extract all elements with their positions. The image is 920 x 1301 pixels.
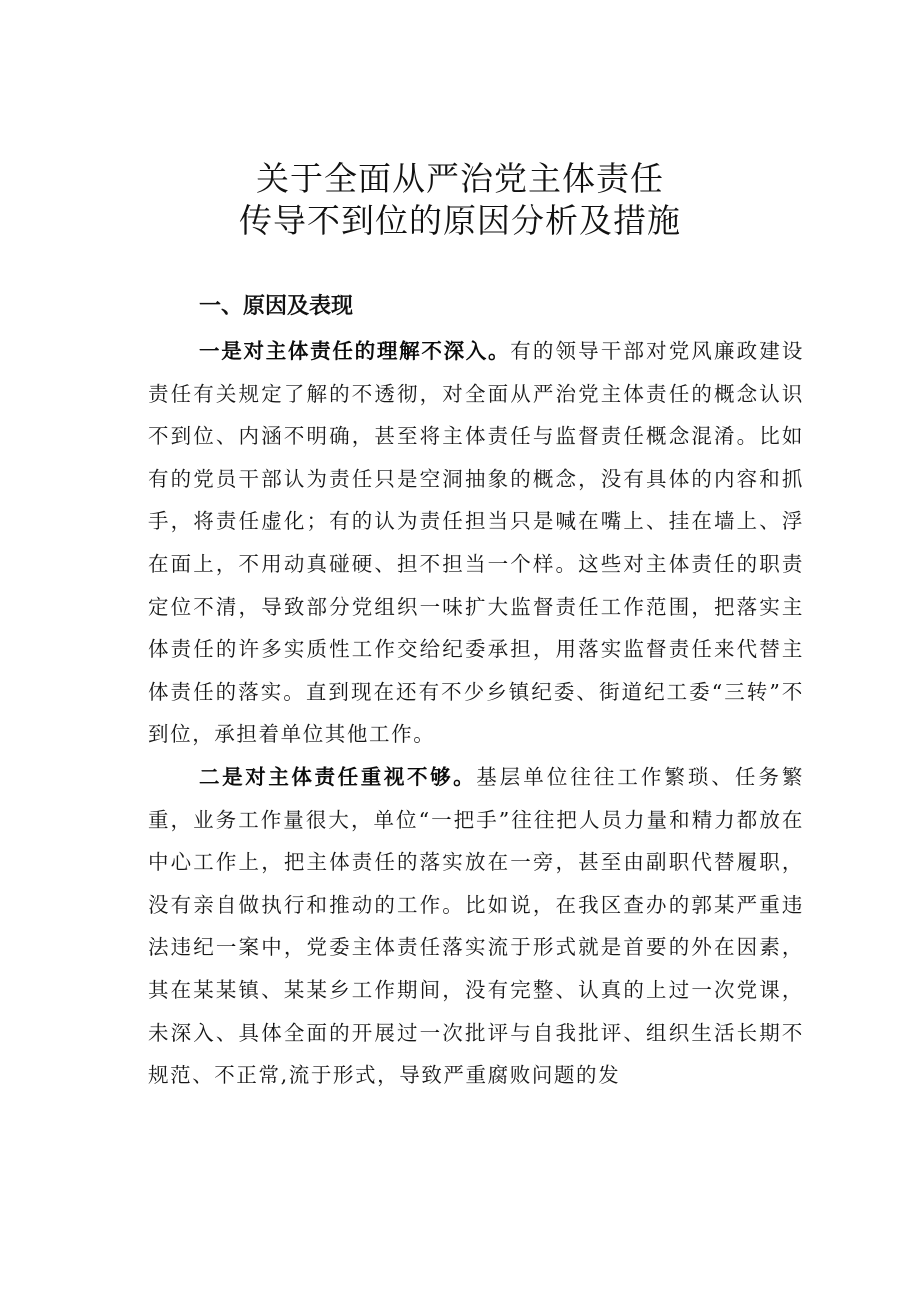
paragraph-2-lead: 二是对主体责任重视不够。 (199, 765, 477, 789)
document-title-line1: 关于全面从严治党主体责任 (256, 159, 664, 198)
paragraph-1-body: 有的领导干部对党风廉政建设责任有关规定了解的不透彻，对全面从严治党主体责任的概念认识不到位、内涵不明确，甚至将主体责任与监督责任概念混淆。比如有的党员干部认为责任只是空洞抽象的概念，没有具体的内容和抓手，将责任虚化；有的认为责任担当只是喊在嘴上、挂在墙上、浮在面上，不用动真碰硬、担不担当一个样。这些对主体责任的职责定位不清，导致部分党组织一味扩大监督责任工作范围，把落实主体责任的许多实质性工作交给纪委承担，用落实监督责任来代替主体责任的落实。直到现在还有不少乡镇纪委、街道纪工委“三转”不到位，承担着单位其他工作。 (148, 339, 804, 747)
document-title-line2: 传导不到位的原因分析及措施 (239, 201, 681, 240)
paragraph-1-lead: 一是对主体责任的理解不深入。 (199, 339, 511, 363)
section-heading: 一、原因及表现 (199, 294, 354, 319)
paragraph-2-body: 基层单位往往工作繁琐、任务繁重，业务工作量很大，单位“一把手”往往把人员力量和精力都放在中心工作上，把主体责任的落实放在一旁，甚至由副职代替履职，没有亲自做执行和推动的工作。比如说，在我区查办的郭某严重违法违纪一案中，党委主体责任落实流于形式就是首要的外在因素，其在某某镇、某某乡工作期间，没有完整、认真的上过一次党课，未深入、具体全面的开展过一次批评与自我批评、组织生活长期不规范、不正常,流于形式，导致严重腐败问题的发 (148, 765, 804, 1088)
paragraph-1 (148, 330, 804, 756)
paragraph-2 (148, 756, 804, 1097)
